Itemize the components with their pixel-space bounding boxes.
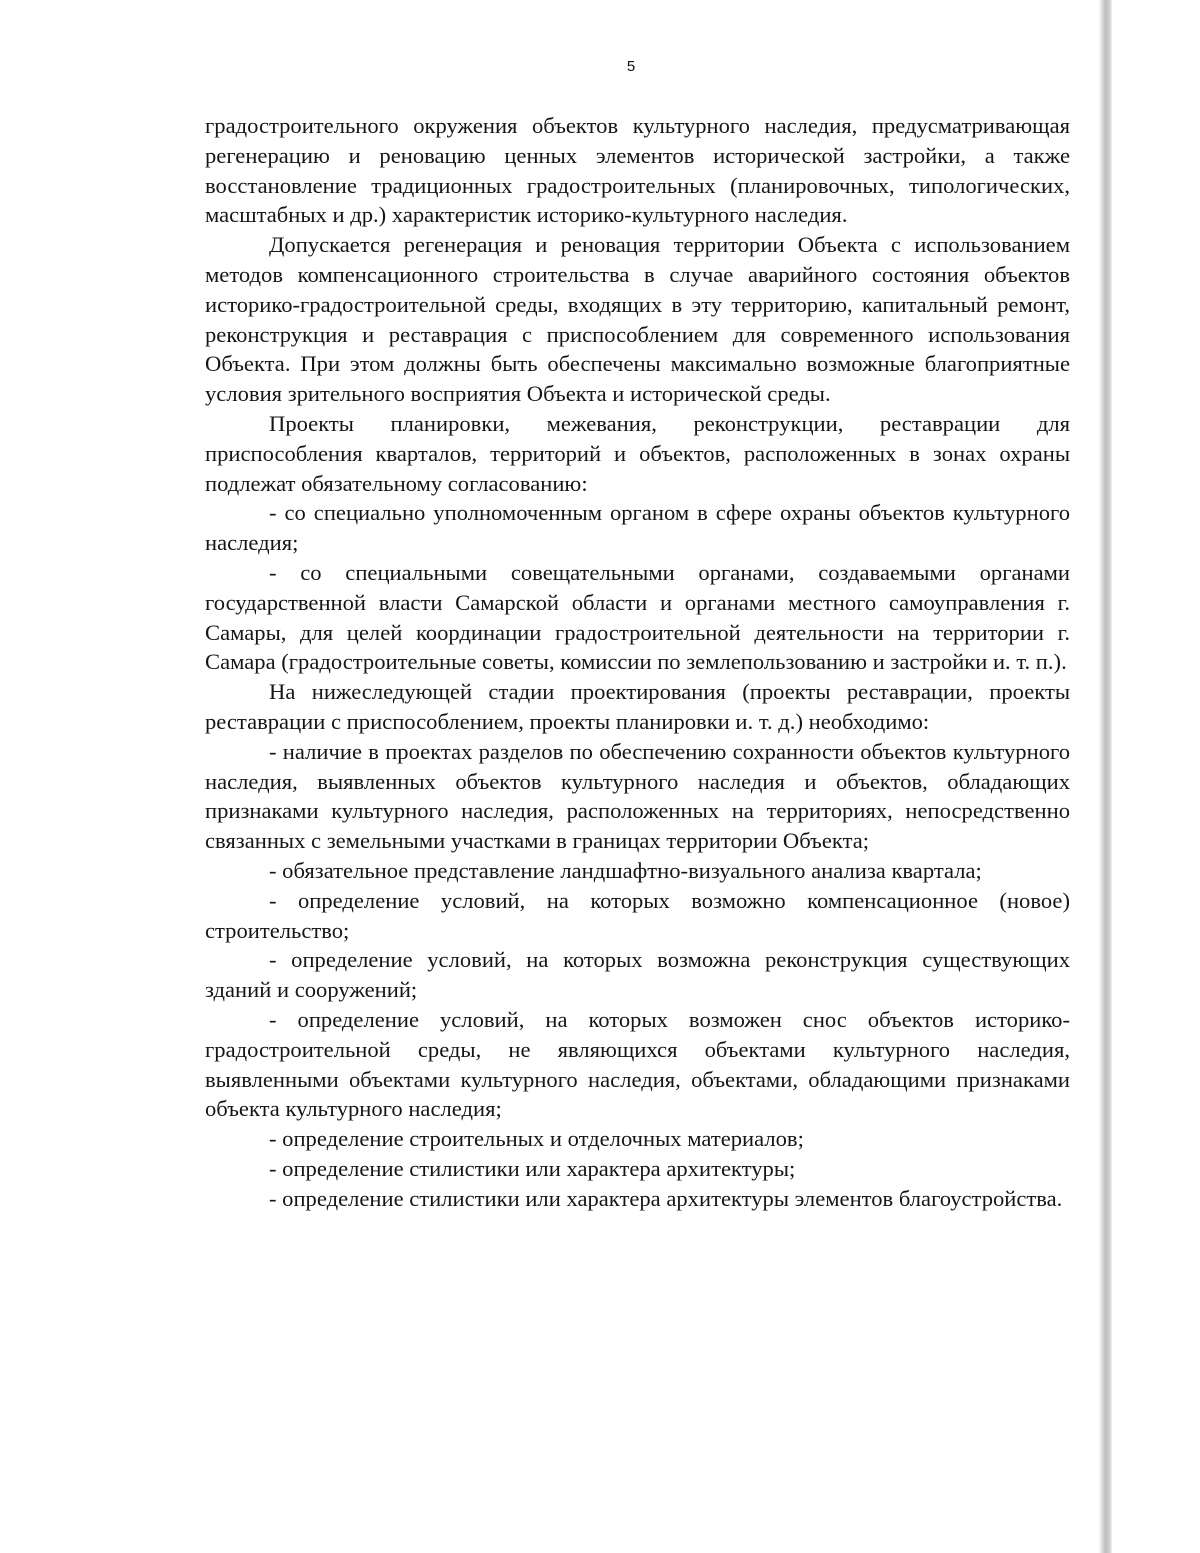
document-body: [205, 111, 1070, 1213]
scanned-page-edge: [1101, 0, 1112, 1553]
list-item-landscape-analysis: - обязательное представление ландшафтно-визуального анализа квартала;: [269, 857, 982, 883]
paragraph-regeneration-permitted: Допускается регенерация и реновация территории Объекта с использованием методов компенсационного строительства в случае аварийного состояния объектов историко-градостроительной среды, входящих в эту территорию, капитальный ремонт, реконструкция и реставрация с приспособлением для современного использования Объекта. При этом должны быть обеспечены максимально возможные благоприятные условия зрительного восприятия Объекта и исторической среды.: [205, 232, 1070, 407]
list-item-architecture-style: - определение стилистики или характера архитектуры;: [269, 1155, 796, 1181]
paragraph-continuation: градостроительного окружения объектов культурного наследия, предусматривающая регенерацию и реновацию ценных элементов исторической застройки, а также восстановление традиционных градостроительных (планировочных, типологических, масштабных и др.) характеристик историко-культурного наследия.: [205, 113, 1070, 228]
list-item-authorized-body: - со специально уполномоченным органом в сфере охраны объектов культурного наследия;: [205, 500, 1070, 556]
list-item-advisory-bodies: - со специальными совещательными органами, создаваемыми органами государственной власти Самарской области и органами местного самоуправления г. Самары, для целей координации градостроительной деятельности на территории г. Самара (градостроительные советы, комиссии по землепользованию и застройки и. т. п.).: [205, 559, 1070, 675]
list-item-demolition-conditions: - определение условий, на которых возможен снос объектов историко-градостроительной среды, не являющихся объектами культурного наследия, выявленными объектами культурного наследия, объектами, обладающими признаками объекта культурного наследия;: [205, 1006, 1070, 1122]
list-item-reconstruction-conditions: - определение условий, на которых возможна реконструкция существующих зданий и сооружений;: [205, 947, 1070, 1003]
list-item-materials: - определение строительных и отделочных материалов;: [269, 1126, 804, 1152]
paragraph-next-design-stage: На нижеследующей стадии проектирования (проекты реставрации, проекты реставрации с приспособлением, проекты планировки и. т. д.) необходимо:: [205, 679, 1070, 734]
paragraph-projects-approval: Проекты планировки, межевания, реконструкции, реставрации для приспособления кварталов, территорий и объектов, расположенных в зонах охраны подлежат обязательному согласованию:: [205, 410, 1070, 496]
list-item-landscaping-style: - определение стилистики или характера архитектуры элементов благоустройства.: [269, 1185, 1063, 1211]
page-number: 5: [626, 58, 636, 75]
list-item-preservation-sections: - наличие в проектах разделов по обеспечению сохранности объектов культурного наследия, выявленных объектов культурного наследия и объектов, обладающих признаками культурного наследия, расположенных на территориях, непосредственно связанных с земельными участками в границах территории Объекта;: [205, 738, 1070, 854]
list-item-compensation-construction: - определение условий, на которых возможно компенсационное (новое) строительство;: [205, 887, 1070, 943]
